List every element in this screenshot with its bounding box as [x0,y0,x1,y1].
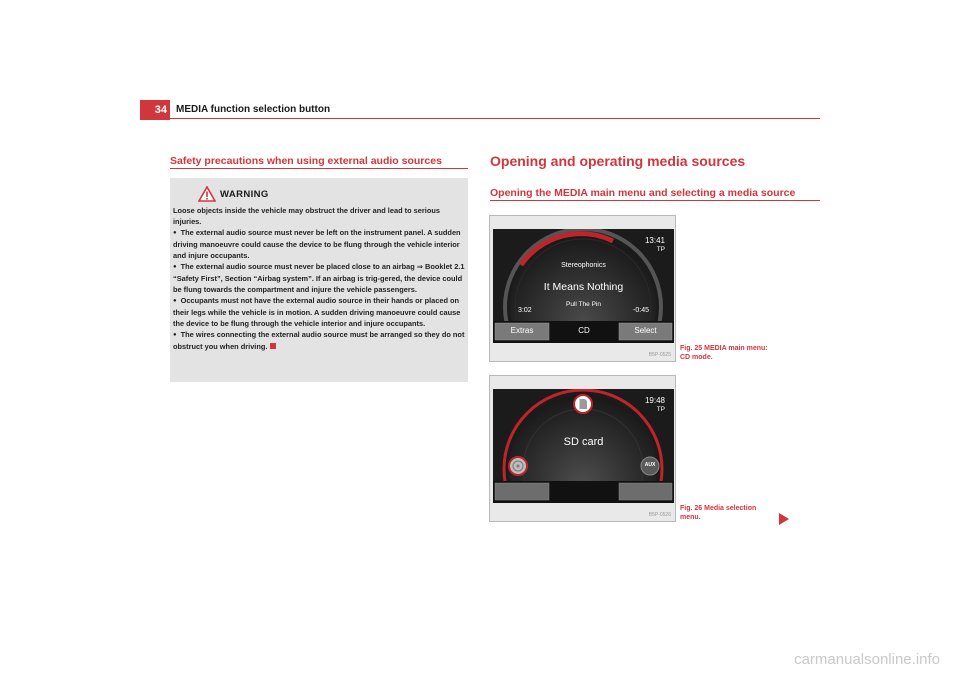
header-rule [170,118,820,119]
warning-title: WARNING [220,189,269,200]
track-title: It Means Nothing [543,281,624,293]
extras-button[interactable]: Extras [510,326,534,335]
continue-arrow-icon [779,513,789,525]
figure-code: B5P-0525 [648,352,671,358]
figure-code: B5P-0526 [648,512,671,518]
section-rule [170,168,468,169]
watermark: carmanualsonline.info [794,651,940,668]
warning-bullet: ● The external audio source must never be placed close to an airbag ⇒ Booklet 2.1 “Safety First”, Section “Airbag system”. If an airbag is trig-gered, the device could be flung towards the compartment and injure the vehicle passengers. [173,261,465,295]
elapsed-time: 3:02 [518,307,532,314]
artist-name: Stereophonics [561,262,606,269]
figure-26-caption: Fig. 26 Media selection menu. [680,505,757,521]
warning-bullet: ● The external audio source must never be left on the instrument panel. A sudden driving manoeuvre could cause the device to be flung through the vehicle interior and injure occupants. [173,227,465,261]
figure-25-caption: Fig. 25 MEDIA main menu: CD mode. [680,345,768,361]
tp-indicator: TP [656,406,665,413]
warning-triangle-icon [198,186,216,202]
warning-bullet: ● The wires connecting the external audio source must be arranged so they do not obstruct you when driving. [173,329,465,352]
selected-source-label: SD card [563,436,604,448]
warning-intro: Loose objects inside the vehicle may obstruct the driver and lead to serious injuries. [173,206,440,226]
running-header: MEDIA function selection button [176,104,331,115]
section-heading: Opening and operating media sources [490,153,746,169]
cd-mode-screen [493,229,674,343]
warning-bullet: ● Occupants must not have the external audio source in their hands or placed on their legs while the vehicle is in motion. A sudden driving manoeuvre could cause the device to be flung through the vehicle interior and injure occupants. [173,295,465,329]
warning-body [173,205,465,352]
tp-indicator: TP [656,246,665,253]
select-button[interactable]: Select [634,326,657,335]
clock: 19:48 [644,396,665,405]
clock: 13:41 [644,236,665,245]
section-title: Safety precautions when using external audio sources [170,155,442,167]
section-end-marker [270,343,276,349]
figure-26-screenshot [489,375,676,522]
aux-label: AUX [644,462,656,468]
sd-card-icon[interactable] [573,394,593,414]
figure-25-screenshot [489,215,676,362]
subsection-rule [490,200,820,201]
cd-source-icon[interactable] [508,456,528,476]
cd-source-button[interactable]: CD [578,326,590,335]
remaining-time: -0:45 [633,307,649,314]
page-number: 34 [140,100,170,120]
media-selection-screen [493,389,674,503]
album-name: Pull The Pin [566,301,601,308]
subsection-heading: Opening the MEDIA main menu and selecting a media source [490,187,796,199]
